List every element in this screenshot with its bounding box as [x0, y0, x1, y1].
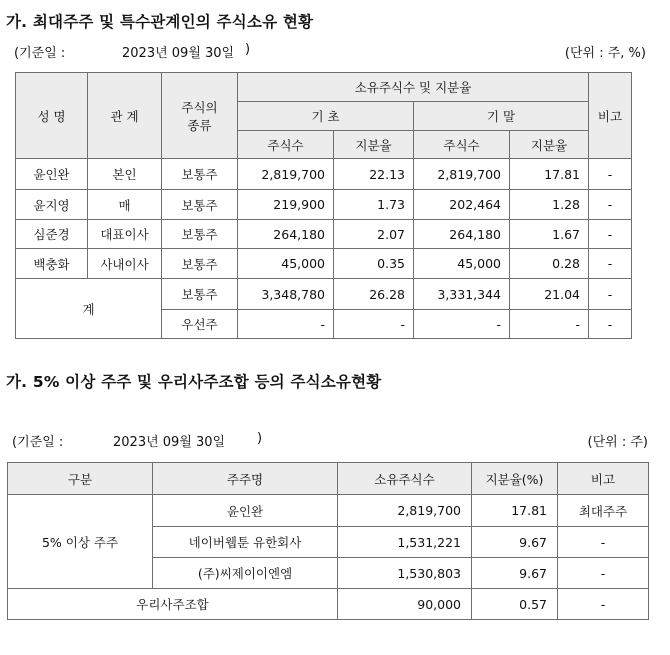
cell-end-ratio: 17.81 [510, 159, 589, 190]
major-shareholders-table [15, 72, 632, 339]
cell-name: 윤지영 [16, 190, 88, 220]
cell-start-shares: 264,180 [238, 220, 334, 249]
cell-remarks: - [558, 558, 649, 589]
cell-name: 윤인완 [16, 159, 88, 190]
section1-unit: (단위 : 주, %) [564, 46, 646, 61]
cell-type: 보통주 [162, 249, 238, 279]
cell-end-shares: 202,464 [414, 190, 510, 220]
section2-date-label: (기준일 : [12, 435, 64, 450]
table-row [16, 159, 632, 190]
cell-start-shares: 45,000 [238, 249, 334, 279]
cell-start-ratio: 26.28 [334, 279, 414, 310]
cell-name: 심준경 [16, 220, 88, 249]
cell-ratio: 9.67 [472, 558, 558, 589]
section1-date-close: ) [245, 42, 251, 57]
section1-date-value: 2023년 09월 30일 [122, 46, 235, 61]
header-holdings: 소유주식수 및 지분율 [238, 73, 589, 102]
cell-remarks: - [589, 159, 632, 190]
header-end-ratio: 지분율 [510, 131, 589, 159]
table-row [16, 220, 632, 249]
header-category: 구분 [8, 463, 153, 495]
cell-remarks: - [589, 190, 632, 220]
header-stock-type-line2: 종류 [187, 117, 212, 133]
cell-end-ratio: 1.67 [510, 220, 589, 249]
header-name: 성 명 [16, 73, 88, 159]
cell-start-ratio: 1.73 [334, 190, 414, 220]
section2-date-close: ) [257, 431, 263, 446]
table-row [8, 495, 649, 527]
cell-type: 보통주 [162, 159, 238, 190]
esop-label: 우리사주조합 [8, 589, 338, 620]
cell-end-ratio: 1.28 [510, 190, 589, 220]
cell-remarks: 최대주주 [558, 495, 649, 527]
cell-start-ratio: - [334, 310, 414, 339]
cell-start-shares: 219,900 [238, 190, 334, 220]
header-start-shares: 주식수 [238, 131, 334, 159]
five-percent-holders-table [7, 462, 649, 620]
cell-end-shares: 45,000 [414, 249, 510, 279]
cell-shares: 2,819,700 [338, 495, 472, 527]
header-relation: 관 계 [88, 73, 162, 159]
cell-start-shares: 3,348,780 [238, 279, 334, 310]
cell-ratio: 17.81 [472, 495, 558, 527]
cell-shares: 1,531,221 [338, 527, 472, 558]
cell-remarks: - [589, 310, 632, 339]
section1-date-label: (기준일 : [14, 46, 66, 61]
group-label: 5% 이상 주주 [8, 495, 153, 589]
table-row [16, 249, 632, 279]
cell-end-ratio: 0.28 [510, 249, 589, 279]
cell-relation: 매 [88, 190, 162, 220]
cell-end-ratio: - [510, 310, 589, 339]
cell-type: 보통주 [162, 220, 238, 249]
cell-holder: 윤인완 [153, 495, 338, 527]
table-row [16, 190, 632, 220]
section2-date-value: 2023년 09월 30일 [113, 435, 226, 450]
cell-end-shares: - [414, 310, 510, 339]
header-shares: 소유주식수 [338, 463, 472, 495]
cell-relation: 대표이사 [88, 220, 162, 249]
cell-end-shares: 2,819,700 [414, 159, 510, 190]
cell-relation: 본인 [88, 159, 162, 190]
header-ratio: 지분율(%) [472, 463, 558, 495]
header-start-ratio: 지분율 [334, 131, 414, 159]
section2-unit: (단위 : 주) [587, 435, 648, 450]
header-period-end: 기 말 [414, 102, 589, 131]
header-stock-type-line1: 주식의 [181, 99, 218, 115]
header-remarks: 비고 [589, 73, 632, 159]
cell-end-ratio: 21.04 [510, 279, 589, 310]
cell-shares: 1,530,803 [338, 558, 472, 589]
cell-start-ratio: 0.35 [334, 249, 414, 279]
cell-type: 우선주 [162, 310, 238, 339]
cell-type: 보통주 [162, 279, 238, 310]
table-row [8, 589, 649, 620]
header-end-shares: 주식수 [414, 131, 510, 159]
cell-shares: 90,000 [338, 589, 472, 620]
cell-remarks: - [589, 249, 632, 279]
total-row [16, 279, 632, 310]
cell-start-shares: 2,819,700 [238, 159, 334, 190]
cell-start-ratio: 2.07 [334, 220, 414, 249]
cell-end-shares: 264,180 [414, 220, 510, 249]
section1-title: 가. 최대주주 및 특수관계인의 주식소유 현황 [6, 13, 314, 31]
cell-remarks: - [589, 279, 632, 310]
header-period-start: 기 초 [238, 102, 414, 131]
section2-title: 가. 5% 이상 주주 및 우리사주조합 등의 주식소유현황 [6, 373, 382, 391]
cell-remarks: - [558, 527, 649, 558]
cell-end-shares: 3,331,344 [414, 279, 510, 310]
cell-remarks: - [589, 220, 632, 249]
header-holder: 주주명 [153, 463, 338, 495]
cell-start-ratio: 22.13 [334, 159, 414, 190]
header-stock-type [162, 73, 238, 159]
cell-start-shares: - [238, 310, 334, 339]
cell-ratio: 0.57 [472, 589, 558, 620]
cell-relation: 사내이사 [88, 249, 162, 279]
cell-name: 백충화 [16, 249, 88, 279]
cell-remarks: - [558, 589, 649, 620]
total-label: 계 [16, 279, 162, 339]
cell-type: 보통주 [162, 190, 238, 220]
cell-holder: (주)씨제이이엔엠 [153, 558, 338, 589]
header-remarks: 비고 [558, 463, 649, 495]
cell-holder: 네이버웹툰 유한회사 [153, 527, 338, 558]
cell-ratio: 9.67 [472, 527, 558, 558]
